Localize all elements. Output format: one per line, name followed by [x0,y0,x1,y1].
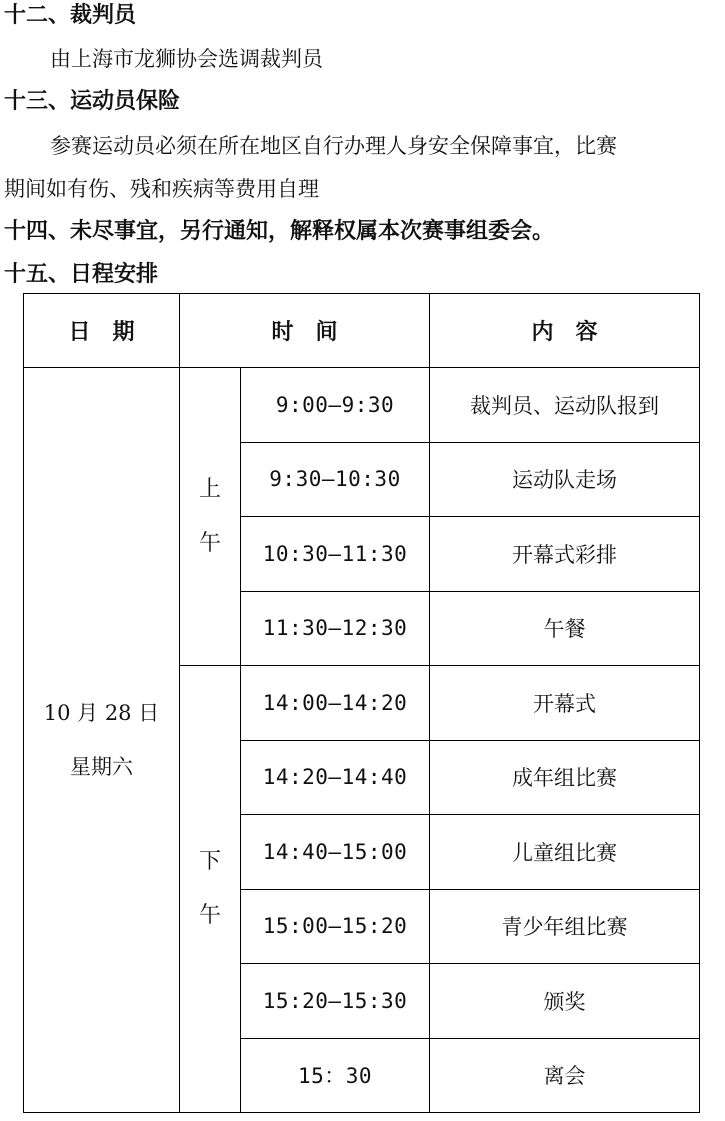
section-13-heading: 十三、运动员保险 [4,89,181,114]
content-cell: 开幕式 [430,666,700,741]
morning-cell [180,368,241,666]
section-13-body-line-1: 参赛运动员必须在所在地区自行办理人身安全保障事宜，比赛 [50,134,617,158]
content-cell: 儿童组比赛 [430,815,700,890]
section-15-heading: 十五、日程安排 [4,262,159,287]
afternoon-label: 下午 [198,849,221,928]
time-cell: 9:30—10:30 [241,442,430,517]
date-text: 10 月 28 日 [43,701,160,725]
time-cell: 10:30—11:30 [241,517,430,592]
afternoon-cell [180,666,241,1113]
content-cell: 开幕式彩排 [430,517,700,592]
time-cell: 15:00—15:20 [241,889,430,964]
weekday-text: 星期六 [70,755,133,779]
section-14-heading: 十四、未尽事宜，另行通知，解释权属本次赛事组委会。 [4,219,555,244]
morning-label: 上午 [198,476,221,556]
header-date: 日 期 [24,294,180,368]
content-cell: 离会 [430,1038,700,1113]
table-row [24,368,700,443]
time-cell: 14:40—15:00 [241,815,430,890]
time-cell: 14:20—14:40 [241,740,430,815]
table-header-row [24,294,700,368]
content-cell: 裁判员、运动队报到 [430,368,700,443]
time-cell: 14:00—14:20 [241,666,430,741]
section-12-body: 由上海市龙狮协会选调裁判员 [50,47,323,71]
time-cell: 11:30—12:30 [241,591,430,666]
time-cell: 15:20—15:30 [241,964,430,1039]
date-cell [24,368,180,1113]
content-cell: 青少年组比赛 [430,889,700,964]
content-cell: 午餐 [430,591,700,666]
content-cell: 成年组比赛 [430,740,700,815]
section-12-heading: 十二、裁判员 [4,3,137,28]
header-content: 内 容 [430,294,700,368]
section-13-body-line-2: 期间如有伤、残和疾病等费用自理 [4,177,319,201]
content-cell: 运动队走场 [430,442,700,517]
time-cell: 15：30 [241,1038,430,1113]
time-cell: 9:00—9:30 [241,368,430,443]
schedule-table [23,293,700,1113]
header-time: 时 间 [180,294,430,368]
content-cell: 颁奖 [430,964,700,1039]
